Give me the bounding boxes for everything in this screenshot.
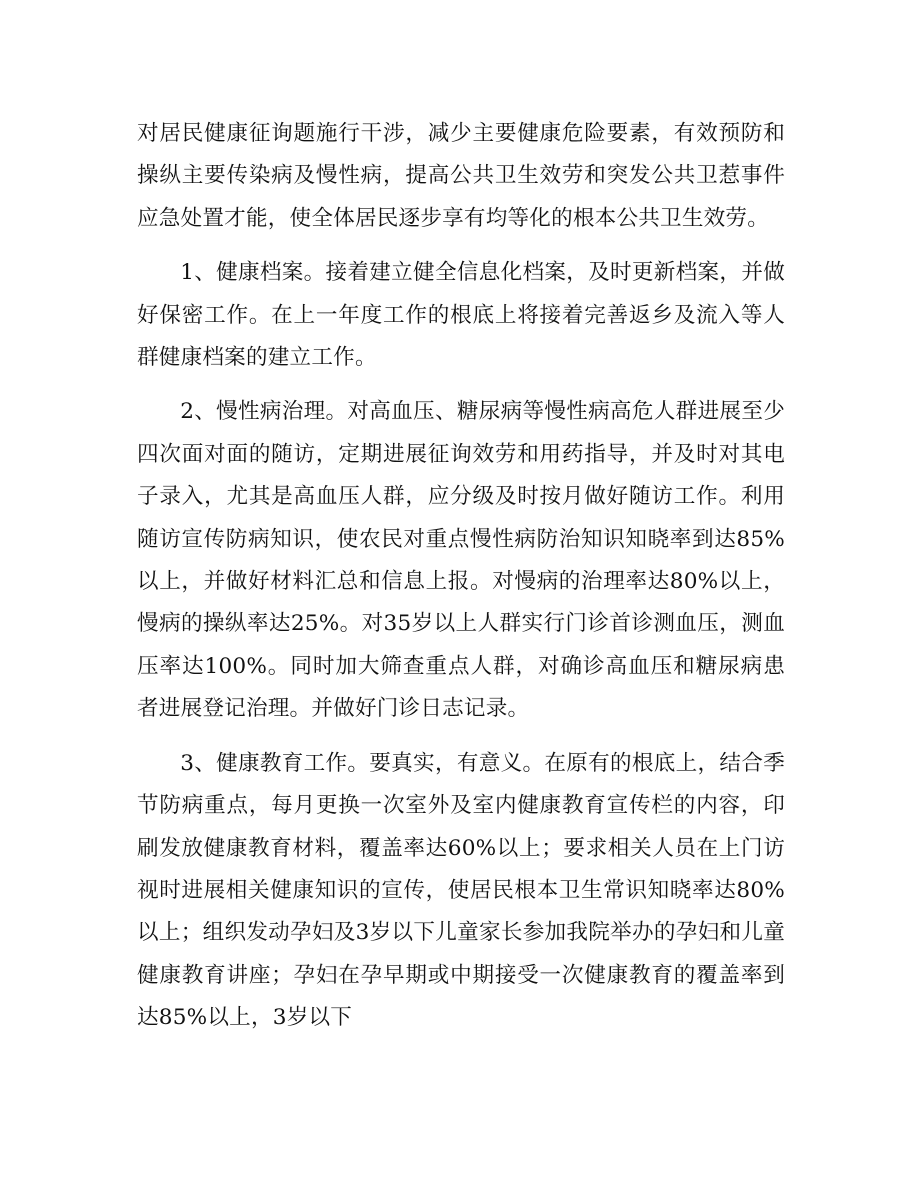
paragraph-chronic-disease: 2、慢性病治理。对高血压、糖尿病等慢性病高危人群进展至少四次面对面的随访，定期进展征询效劳和用药指导，并及时对其电子录入，尤其是高血压人群，应分级及时按月做好随访工作。利用随访宣传防病知识，使农民对重点慢性病防治知识知晓率到达85%以上，并做好材料汇总和信息上报。对慢病的治理率达80%以上，慢病的操纵率达25%。对35岁以上人群实行门诊首诊测血压，测血压率达100%。同时加大筛查重点人群，对确诊高血压和糖尿病患者进展登记治理。并做好门诊日志记录。 <box>137 399 785 722</box>
document-body <box>137 113 785 1040</box>
paragraph-intro: 对居民健康征询题施行干涉，减少主要健康危险要素，有效预防和操纵主要传染病及慢性病，提高公共卫生效劳和突发公共卫惹事件应急处置才能，使全体居民逐步享有均等化的根本公共卫生效劳。 <box>137 121 785 231</box>
paragraph-health-education: 3、健康教育工作。要真实，有意义。在原有的根底上，结合季节防病重点，每月更换一次室外及室内健康教育宣传栏的内容，印刷发放健康教育材料，覆盖率达60%以上；要求相关人员在上门访视时进展相关健康知识的宣传，使居民根本卫生常识知晓率达80%以上；组织发动孕妇及3岁以下儿童家长参加我院举办的孕妇和儿童健康教育讲座；孕妇在孕早期或中期接受一次健康教育的覆盖率到达85%以上，3岁以下 <box>137 750 785 1031</box>
paragraph-health-records: 1、健康档案。接着建立健全信息化档案，及时更新档案，并做好保密工作。在上一年度工作的根底上将接着完善返乡及流入等人群健康档案的建立工作。 <box>137 260 785 371</box>
